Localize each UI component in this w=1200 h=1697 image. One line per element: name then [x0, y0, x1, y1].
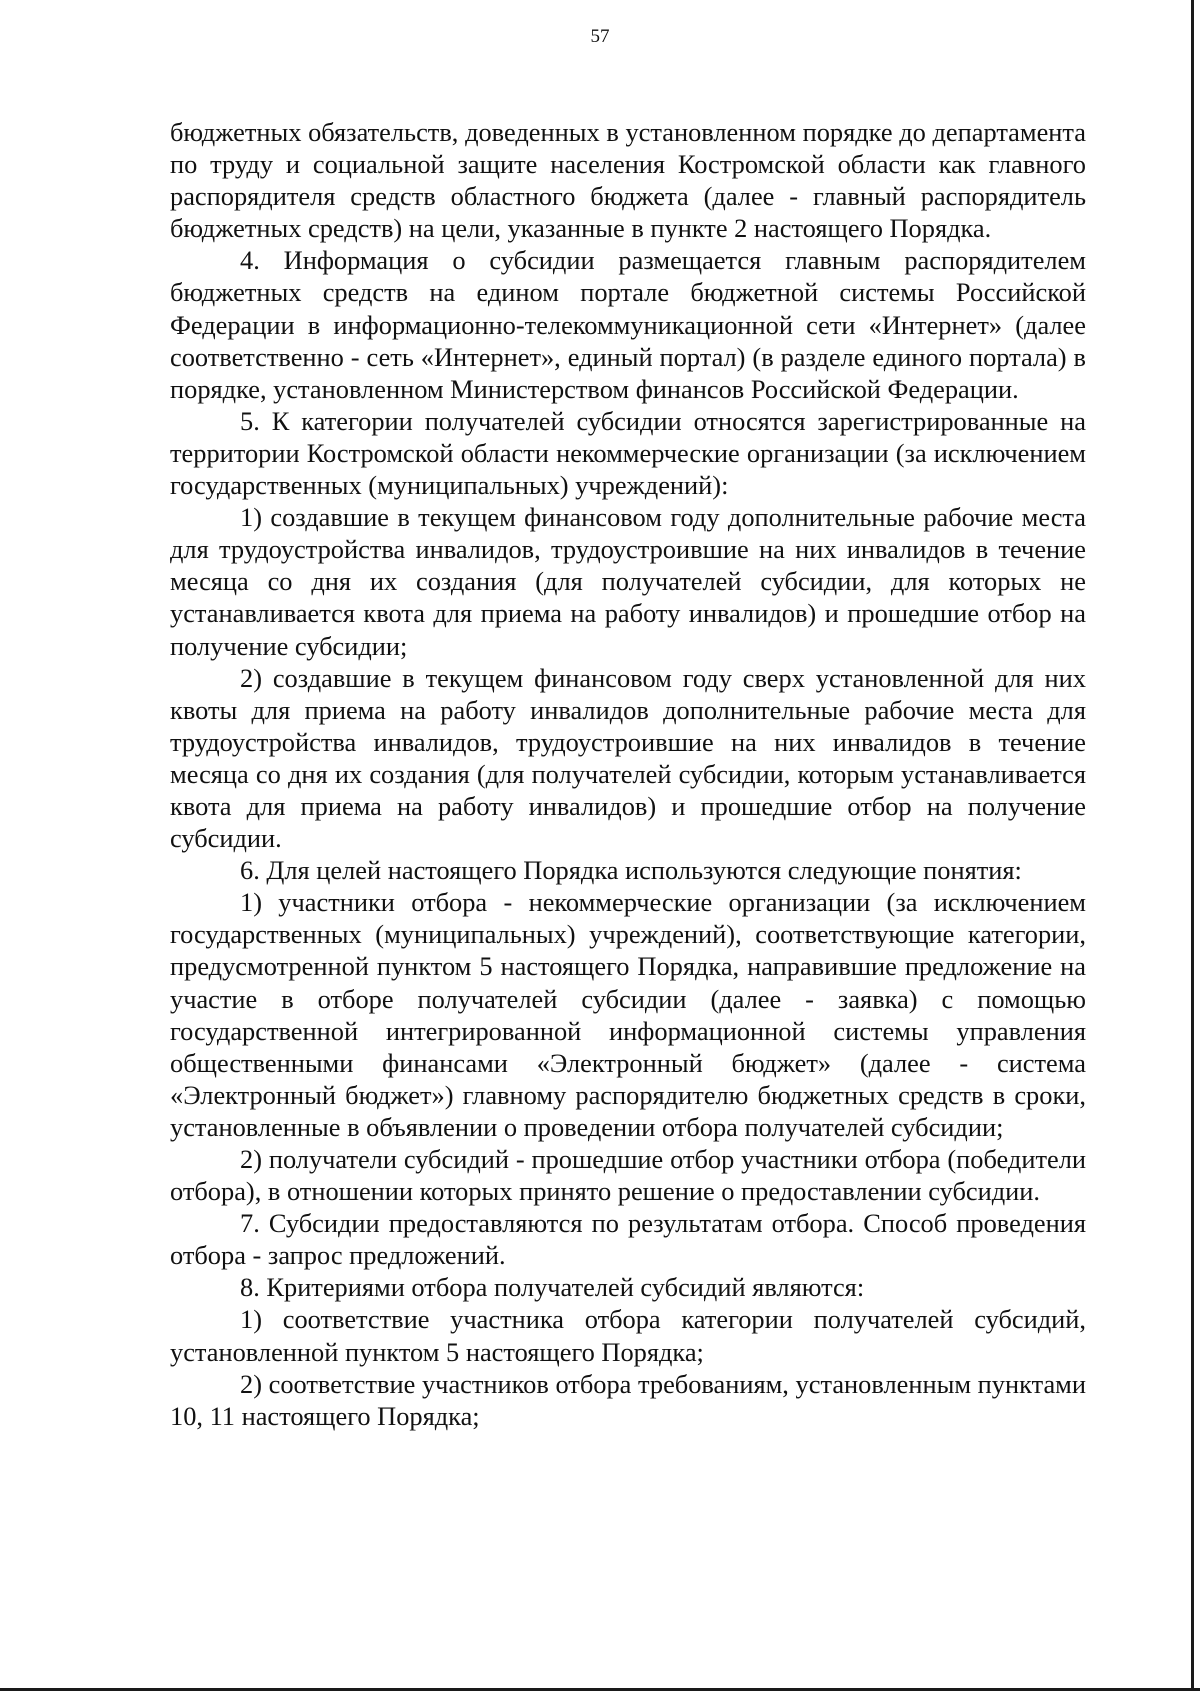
paragraph-clause-5-item-1: 1) создавшие в текущем финансовом году дополнительные рабочие места для трудоустройства инвалидов, трудоустроившие на них инвалидов в течение месяца со дня их создания (для получателей субсидии, для которых не устанавливается квота для приема на работу инвалидов) и прошедшие отбор на получение субсидии;: [170, 502, 1086, 661]
paragraph-clause-8: 8. Критериями отбора получателей субсидий являются:: [240, 1272, 865, 1303]
paragraph-clause-5: 5. К категории получателей субсидии относятся зарегистрированные на территории Костромской области некоммерческие организации (за исключением государственных (муниципальных) учреждений):: [170, 405, 1086, 501]
document-body: [170, 116, 1086, 1432]
paragraph-clause-8-item-2: 2) соответствие участников отбора требованиям, установленным пунктами 10, 11 настоящего Порядка;: [170, 1368, 1086, 1431]
paragraph-clause-7: 7. Субсидии предоставляются по результатам отбора. Способ проведения отбора - запрос предложений.: [170, 1208, 1086, 1271]
paragraph-clause-6: 6. Для целей настоящего Порядка используются следующие понятия:: [240, 855, 1022, 886]
scan-border-bottom: [0, 1688, 1200, 1691]
page-number: 57: [590, 26, 610, 47]
paragraph-continuation: бюджетных обязательств, доведенных в установленном порядке до департамента по труду и социальной защите населения Костромской области как главного распорядителя средств областного бюджета (далее - главный распорядитель бюджетных средств) на цели, указанные в пункте 2 настоящего Порядка.: [170, 117, 1086, 244]
paragraph-clause-5-item-2: 2) создавшие в текущем финансовом году сверх установленной для них квоты для приема на работу инвалидов дополнительные рабочие места для трудоустройства инвалидов, трудоустроившие на них инвалидов в течение месяца со дня их создания (для получателей субсидии, которым устанавливается квота для приема на работу инвалидов) и прошедшие отбор на получение субсидии.: [170, 662, 1086, 854]
scan-border-right: [1191, 0, 1194, 1690]
paragraph-clause-6-item-2: 2) получатели субсидий - прошедшие отбор участники отбора (победители отбора), в отношении которых принято решение о предоставлении субсидии.: [170, 1144, 1086, 1207]
paragraph-clause-6-item-1: 1) участники отбора - некоммерческие организации (за исключением государственных (муниципальных) учреждений), соответствующие категории, предусмотренной пунктом 5 настоящего Порядка, направившие предложение на участие в отборе получателей субсидии (далее - заявка) с помощью государственной интегрированной информационной системы управления общественными финансами «Электронный бюджет» (далее - система «Электронный бюджет») главному распорядителю бюджетных средств в сроки, установленные в объявлении о проведении отбора получателей субсидии;: [170, 887, 1086, 1142]
paragraph-clause-8-item-1: 1) соответствие участника отбора категории получателей субсидий, установленной пунктом 5 настоящего Порядка;: [170, 1304, 1086, 1367]
paragraph-clause-4: 4. Информация о субсидии размещается главным распорядителем бюджетных средств на едином портале бюджетной системы Российской Федерации в информационно-телекоммуникационной сети «Интернет» (далее соответственно - сеть «Интернет», единый портал) (в разделе единого портала) в порядке, установленном Министерством финансов Российской Федерации.: [170, 245, 1086, 404]
